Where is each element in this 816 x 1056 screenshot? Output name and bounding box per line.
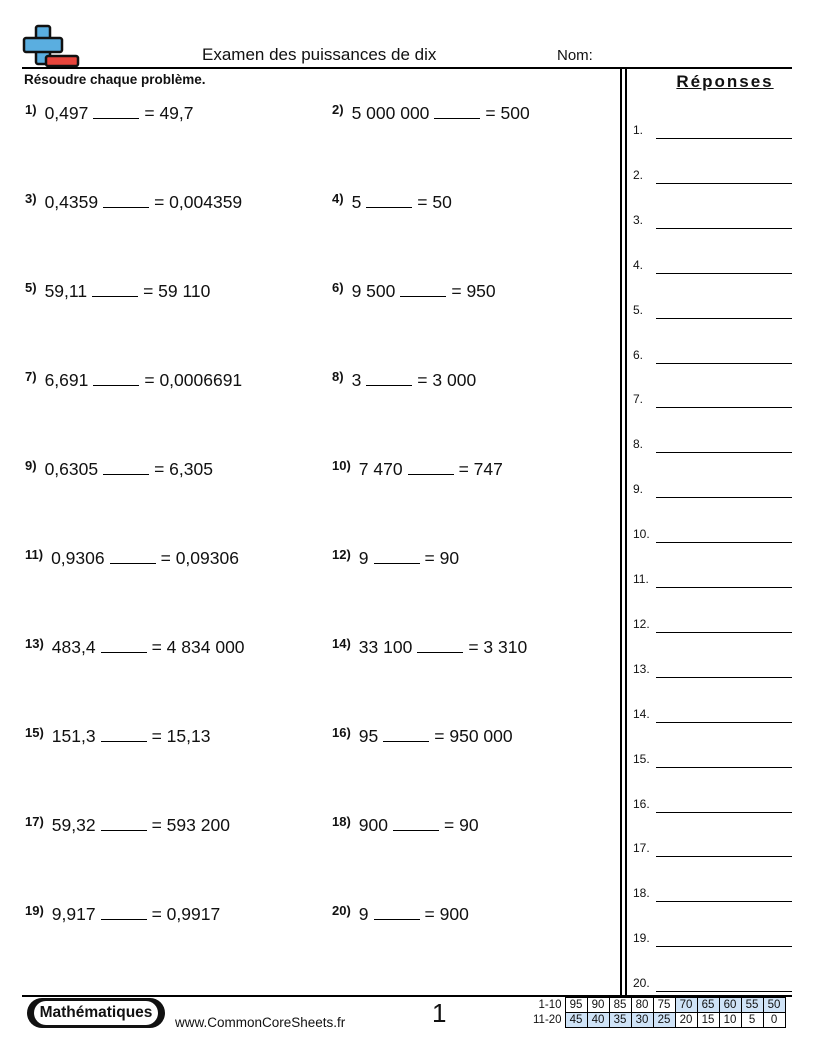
answer-column-divider [620, 67, 622, 995]
answer-line-17[interactable] [656, 856, 792, 857]
score-cell: 65 [697, 998, 719, 1013]
score-cell: 75 [653, 998, 675, 1013]
problem-value: 9 500 [351, 281, 396, 301]
answer-blank[interactable] [110, 549, 156, 564]
problem-4 [332, 192, 452, 213]
problem-value: 59,32 [51, 815, 96, 835]
problem-number: 13) [25, 636, 44, 651]
answer-blank[interactable] [93, 371, 139, 386]
answer-label-8: 8. [633, 437, 644, 452]
worksheet-title: Examen des puissances de dix [202, 45, 437, 64]
answer-label-2: 2. [633, 167, 644, 182]
answer-line-15[interactable] [656, 767, 792, 768]
score-cell: 20 [675, 1013, 697, 1028]
problem-number: 11) [25, 547, 44, 562]
problem-value: 0,4359 [44, 192, 99, 212]
name-label: Nom: [557, 47, 593, 64]
problem-result: = 900 [424, 904, 469, 924]
problem-number: 12) [332, 547, 351, 562]
problem-result: = 500 [485, 103, 530, 123]
problem-18 [332, 815, 479, 836]
answer-line-8[interactable] [656, 452, 792, 453]
problem-16 [332, 726, 513, 747]
problem-value: 0,6305 [44, 459, 99, 479]
problem-value: 9 [358, 904, 369, 924]
answer-line-19[interactable] [656, 946, 792, 947]
problem-result: = 0,9917 [151, 904, 221, 924]
problem-value: 900 [358, 815, 388, 835]
answer-line-11[interactable] [656, 587, 792, 588]
score-cell: 55 [741, 998, 763, 1013]
problem-value: 59,11 [44, 281, 88, 301]
answer-label-11: 11. [633, 572, 649, 586]
problem-19 [25, 904, 220, 925]
problem-result: = 4 834 000 [151, 637, 245, 657]
answer-label-3: 3. [633, 212, 644, 227]
problem-15 [25, 726, 210, 747]
score-row-label: 1-10 [538, 999, 562, 1011]
answer-label-18: 18. [633, 886, 650, 901]
problem-number: 16) [332, 725, 351, 740]
problem-10 [332, 459, 503, 480]
answer-line-2[interactable] [656, 183, 792, 184]
problem-14 [332, 637, 527, 658]
answer-blank[interactable] [400, 282, 446, 297]
problem-8 [332, 370, 476, 391]
problem-number: 8) [332, 369, 344, 384]
score-cell: 95 [565, 998, 587, 1013]
answer-label-4: 4. [633, 257, 644, 272]
score-cell: 85 [609, 998, 631, 1013]
problem-result: = 15,13 [151, 726, 211, 746]
problem-value: 9 [358, 548, 369, 568]
problem-number: 9) [25, 458, 37, 473]
answer-blank[interactable] [374, 549, 420, 564]
answer-line-7[interactable] [656, 407, 792, 408]
answer-blank[interactable] [101, 905, 147, 920]
problem-number: 10) [332, 458, 351, 473]
problem-number: 18) [332, 814, 351, 829]
problem-result: = 0,004359 [154, 192, 243, 212]
plus-minus-logo-icon [22, 24, 80, 68]
problem-value: 33 100 [358, 637, 413, 657]
problem-7 [25, 370, 242, 391]
answer-blank[interactable] [93, 104, 139, 119]
problem-result: = 90 [424, 548, 460, 568]
score-row-label: 11-20 [533, 1014, 562, 1026]
problem-value: 3 [351, 370, 362, 390]
problem-value: 0,9306 [51, 548, 105, 568]
page-number: 1 [432, 998, 447, 1028]
answer-label-6: 6. [633, 347, 644, 362]
answer-blank[interactable] [366, 193, 412, 208]
answer-line-9[interactable] [656, 497, 792, 498]
answer-label-14: 14. [633, 706, 650, 721]
answer-blank[interactable] [92, 282, 138, 297]
answer-blank[interactable] [366, 371, 412, 386]
problem-number: 3) [25, 191, 37, 206]
problem-number: 14) [332, 636, 351, 651]
problem-value: 5 [351, 192, 362, 212]
answer-label-19: 19. [633, 931, 650, 946]
problem-result: = 0,09306 [160, 548, 239, 568]
problem-result: = 3 000 [417, 370, 477, 390]
problem-number: 7) [25, 369, 37, 384]
answer-label-10: 10. [633, 527, 650, 542]
answer-label-17: 17. [633, 841, 650, 856]
answers-title: Réponses [676, 72, 774, 91]
problem-11 [25, 548, 239, 569]
problem-number: 1) [25, 102, 37, 117]
problem-result: = 59 110 [143, 281, 211, 301]
answer-line-13[interactable] [656, 677, 792, 678]
answer-blank[interactable] [417, 638, 463, 653]
score-cell: 35 [609, 1013, 631, 1028]
problem-value: 9,917 [51, 904, 96, 924]
problem-result: = 747 [458, 459, 503, 479]
problem-result: = 6,305 [154, 459, 213, 479]
score-cell: 70 [675, 998, 697, 1013]
score-table [530, 997, 786, 1028]
score-cell: 80 [631, 998, 653, 1013]
score-cell: 0 [763, 1013, 785, 1028]
problem-value: 7 470 [358, 459, 403, 479]
problem-result: = 593 200 [151, 815, 230, 835]
score-cell: 30 [631, 1013, 653, 1028]
score-row [530, 1013, 785, 1028]
problem-result: = 90 [444, 815, 479, 835]
problem-number: 20) [332, 903, 351, 918]
subject-badge-label: Mathématiques [34, 1001, 159, 1025]
answer-line-12[interactable] [656, 632, 792, 633]
answer-line-5[interactable] [656, 318, 792, 319]
problem-number: 5) [25, 280, 37, 295]
problem-value: 5 000 000 [351, 103, 430, 123]
score-row [530, 998, 785, 1013]
instructions: Résoudre chaque problème. [24, 72, 206, 87]
answer-label-13: 13. [633, 661, 650, 676]
problem-result: = 3 310 [468, 637, 528, 657]
answer-line-1[interactable] [656, 138, 792, 139]
answer-label-16: 16. [633, 796, 650, 811]
answer-line-16[interactable] [656, 812, 792, 813]
answer-blank[interactable] [393, 816, 439, 831]
problem-17 [25, 815, 230, 836]
answer-line-4[interactable] [656, 273, 792, 274]
header-divider [22, 67, 792, 69]
problem-20 [332, 904, 469, 925]
answer-label-1: 1. [633, 123, 644, 137]
answer-column-divider [625, 67, 627, 995]
score-cell: 10 [719, 1013, 741, 1028]
answer-blank[interactable] [101, 638, 147, 653]
problem-result: = 950 [451, 281, 496, 301]
problem-9 [25, 459, 213, 480]
problem-number: 17) [25, 814, 44, 829]
answer-line-14[interactable] [656, 722, 792, 723]
problem-value: 483,4 [51, 637, 96, 657]
answer-blank[interactable] [103, 193, 149, 208]
problem-value: 95 [358, 726, 379, 746]
problem-6 [332, 281, 496, 302]
problem-3 [25, 192, 242, 213]
score-cell: 60 [719, 998, 741, 1013]
answer-line-10[interactable] [656, 542, 792, 543]
answer-blank[interactable] [408, 460, 454, 475]
problem-2 [332, 103, 530, 124]
problem-12 [332, 548, 459, 569]
problem-value: 0,497 [44, 103, 89, 123]
answer-label-7: 7. [633, 392, 644, 407]
problem-result: = 50 [417, 192, 452, 212]
score-cell: 25 [653, 1013, 675, 1028]
answer-blank[interactable] [383, 727, 429, 742]
problem-13 [25, 637, 245, 658]
answer-blank[interactable] [101, 727, 147, 742]
problem-value: 151,3 [51, 726, 96, 746]
answer-blank[interactable] [434, 104, 480, 119]
answer-label-20: 20. [633, 976, 650, 991]
answer-blank[interactable] [101, 816, 147, 831]
score-cell: 90 [587, 998, 609, 1013]
problem-number: 19) [25, 903, 44, 918]
problem-value: 6,691 [44, 370, 89, 390]
score-cell: 15 [697, 1013, 719, 1028]
answer-line-3[interactable] [656, 228, 792, 229]
score-cell: 45 [565, 1013, 587, 1028]
answer-label-9: 9. [633, 482, 644, 497]
answer-label-5: 5. [633, 302, 644, 317]
score-cell: 5 [741, 1013, 763, 1028]
answer-line-6[interactable] [656, 363, 792, 364]
problem-number: 2) [332, 102, 344, 117]
problem-number: 4) [332, 191, 344, 206]
answer-blank[interactable] [374, 905, 420, 920]
problem-1 [25, 103, 194, 124]
problem-result: = 950 000 [434, 726, 513, 746]
problem-5 [25, 281, 210, 302]
site-url: www.CommonCoreSheets.fr [175, 1015, 346, 1030]
score-cell: 40 [587, 1013, 609, 1028]
problem-result: = 0,0006691 [144, 370, 243, 390]
problem-number: 15) [25, 725, 44, 740]
answer-label-12: 12. [633, 616, 650, 631]
answer-line-18[interactable] [656, 901, 792, 902]
answer-line-20[interactable] [656, 991, 792, 992]
problem-result: = 49,7 [144, 103, 194, 123]
answer-label-15: 15. [633, 751, 650, 766]
subject-badge [27, 998, 165, 1028]
problem-number: 6) [332, 280, 344, 295]
score-cell: 50 [763, 998, 785, 1013]
answer-blank[interactable] [103, 460, 149, 475]
